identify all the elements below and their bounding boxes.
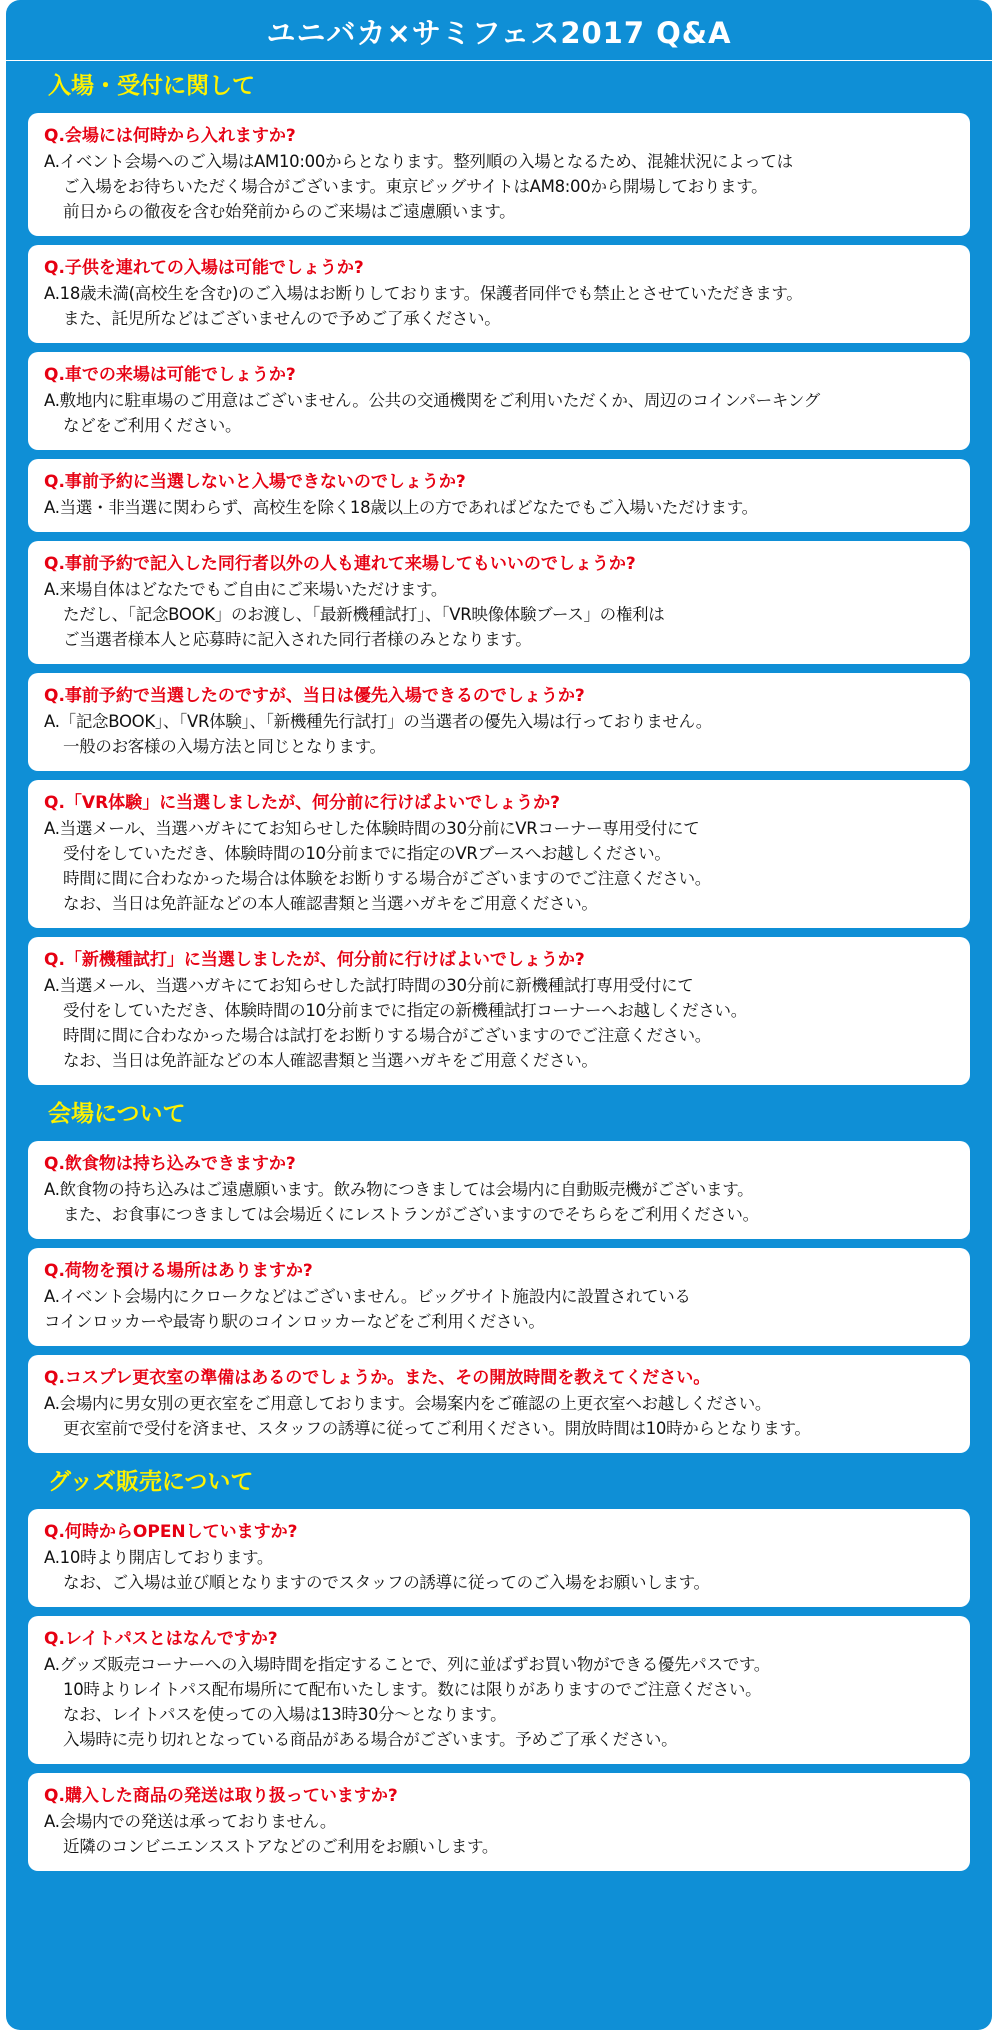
qa-card	[28, 1773, 970, 1871]
answer-text	[44, 1177, 954, 1227]
answer-line: A.敷地内に駐車場のご用意はございません。公共の交通機関をご利用いただくか、周辺のコインパーキング	[44, 391, 820, 410]
answer-line: A.会場内での発送は承っておりません。	[44, 1812, 337, 1831]
answer-text	[44, 281, 954, 331]
section-heading: 会場について	[48, 1101, 186, 1127]
answer-line: ただし、「記念BOOK」のお渡し、「最新機種試打」、「VR映像体験ブース」の権利は	[63, 605, 665, 624]
answer-text	[44, 816, 954, 916]
question-text: Q.何時からOPENしていますか?	[44, 1522, 298, 1542]
question-text: Q.飲食物は持ち込みできますか?	[44, 1154, 296, 1174]
answer-line: 時間に間に合わなかった場合は試打をお断りする場合がございますのでご注意ください。	[63, 1026, 712, 1045]
answer-text	[44, 973, 954, 1073]
answer-line: ご当選者様本人と応募時に記入された同行者様のみとなります。	[63, 630, 532, 649]
question-text: Q.事前予約に当選しないと入場できないのでしょうか?	[44, 472, 466, 492]
answer-text	[44, 1809, 954, 1859]
answer-line: 更衣室前で受付を済ませ、スタッフの誘導に従ってご利用ください。開放時間は10時からとなります。	[63, 1419, 811, 1438]
answer-line: なお、ご入場は並び順となりますのでスタッフの誘導に従ってのご入場をお願いします。	[63, 1573, 710, 1592]
answer-line: A.イベント会場へのご入場はAM10:00からとなります。整列順の入場となるため、混雑状況によっては	[44, 152, 793, 171]
question-text: Q.「VR体験」に当選しましたが、何分前に行けばよいでしょうか?	[44, 793, 561, 813]
answer-line: なお、レイトパスを使っての入場は13時30分～となります。	[63, 1705, 507, 1724]
answer-line: 10時よりレイトパス配布場所にて配布いたします。数には限りがありますのでご注意ください。	[63, 1680, 762, 1699]
answer-line: A.10時より開店しております。	[44, 1548, 274, 1567]
qa-card	[28, 1509, 970, 1607]
question-text: Q.レイトパスとはなんですか?	[44, 1629, 278, 1649]
qa-card	[28, 1616, 970, 1764]
answer-text	[44, 149, 954, 224]
answer-line: また、お食事につきましては会場近くにレストランがございますのでそちらをご利用ください。	[63, 1205, 759, 1224]
qa-card	[28, 1355, 970, 1453]
answer-text	[44, 1545, 954, 1595]
answer-line: A.「記念BOOK」、「VR体験」、「新機種先行試打」の当選者の優先入場は行っておりません。	[44, 712, 713, 731]
answer-line: 受付をしていただき、体験時間の10分前までに指定のVRブースへお越しください。	[63, 844, 671, 863]
answer-text	[44, 1391, 954, 1441]
qa-card	[28, 245, 970, 343]
answer-text	[44, 495, 954, 520]
answer-line: また、託児所などはございませんので予めご了承ください。	[63, 309, 501, 328]
question-text: Q.「新機種試打」に当選しましたが、何分前に行けばよいでしょうか?	[44, 950, 585, 970]
answer-line: A.18歳未満(高校生を含む)のご入場はお断りしております。保護者同伴でも禁止とさせていただきます。	[44, 284, 803, 303]
answer-line: A.イベント会場内にクロークなどはございません。ビッグサイト施設内に設置されている	[44, 1287, 691, 1306]
question-text: Q.事前予約で当選したのですが、当日は優先入場できるのでしょうか?	[44, 686, 585, 706]
qa-card	[28, 459, 970, 532]
qa-card	[28, 673, 970, 771]
answer-text	[44, 709, 954, 759]
answer-line: A.グッズ販売コーナーへの入場時間を指定することで、列に並ばずお買い物ができる優先パスです。	[44, 1655, 770, 1674]
qa-card	[28, 780, 970, 928]
answer-line: A.飲食物の持ち込みはご遠慮願います。飲み物につきましては会場内に自動販売機がございます。	[44, 1180, 754, 1199]
answer-line: 一般のお客様の入場方法と同じとなります。	[63, 737, 386, 756]
answer-line: 前日からの徹夜を含む始発前からのご来場はご遠慮願います。	[63, 202, 516, 221]
answer-text	[44, 1652, 954, 1752]
answer-line: ご入場をお待ちいただく場合がございます。東京ビッグサイトはAM8:00から開場しております。	[63, 177, 768, 196]
answer-line: なお、当日は免許証などの本人確認書類と当選ハガキをご用意ください。	[63, 1051, 598, 1070]
qa-panel	[6, 0, 992, 2030]
answer-text	[44, 388, 954, 438]
qa-card	[28, 541, 970, 664]
qa-sections	[28, 71, 970, 1871]
question-text: Q.子供を連れての入場は可能でしょうか?	[44, 258, 364, 278]
question-text: Q.事前予約で記入した同行者以外の人も連れて来場してもいいのでしょうか?	[44, 554, 636, 574]
page-title: ユニバカ×サミフェス2017 Q&A	[266, 16, 732, 50]
answer-text	[44, 577, 954, 652]
answer-line: なお、当日は免許証などの本人確認書類と当選ハガキをご用意ください。	[63, 894, 598, 913]
qa-card	[28, 352, 970, 450]
answer-line: A.来場自体はどなたでもご自由にご来場いただけます。	[44, 580, 448, 599]
answer-line: 入場時に売り切れとなっている商品がある場合がございます。予めご了承ください。	[63, 1730, 678, 1749]
answer-line: 受付をしていただき、体験時間の10分前までに指定の新機種試打コーナーへお越しください。	[63, 1001, 747, 1020]
question-text: Q.購入した商品の発送は取り扱っていますか?	[44, 1786, 398, 1806]
answer-line: 近隣のコンビニエンスストアなどのご利用をお願いします。	[63, 1837, 499, 1856]
section-heading: 入場・受付に関して	[48, 73, 255, 99]
question-text: Q.会場には何時から入れますか?	[44, 126, 296, 146]
section-heading: グッズ販売について	[48, 1469, 254, 1495]
qa-card	[28, 113, 970, 236]
question-text: Q.コスプレ更衣室の準備はあるのでしょうか。また、その開放時間を教えてください。	[44, 1368, 711, 1388]
qa-card	[28, 1141, 970, 1239]
answer-line: A.当選メール、当選ハガキにてお知らせした体験時間の30分前にVRコーナー専用受付にて	[44, 819, 700, 838]
qa-card	[28, 1248, 970, 1346]
question-text: Q.車での来場は可能でしょうか?	[44, 365, 296, 385]
answer-line: コインロッカーや最寄り駅のコインロッカーなどをご利用ください。	[44, 1312, 545, 1331]
answer-line: A.当選・非当選に関わらず、高校生を除く18歳以上の方であればどなたでもご入場いただけます。	[44, 498, 758, 517]
question-text: Q.荷物を預ける場所はありますか?	[44, 1261, 313, 1281]
title-divider	[6, 60, 992, 61]
answer-line: などをご利用ください。	[63, 416, 242, 435]
answer-line: 時間に間に合わなかった場合は体験をお断りする場合がございますのでご注意ください。	[63, 869, 712, 888]
answer-line: A.会場内に男女別の更衣室をご用意しております。会場案内をご確認の上更衣室へお越しください。	[44, 1394, 772, 1413]
qa-card	[28, 937, 970, 1085]
answer-line: A.当選メール、当選ハガキにてお知らせした試打時間の30分前に新機種試打専用受付にて	[44, 976, 694, 995]
answer-text	[44, 1284, 954, 1334]
